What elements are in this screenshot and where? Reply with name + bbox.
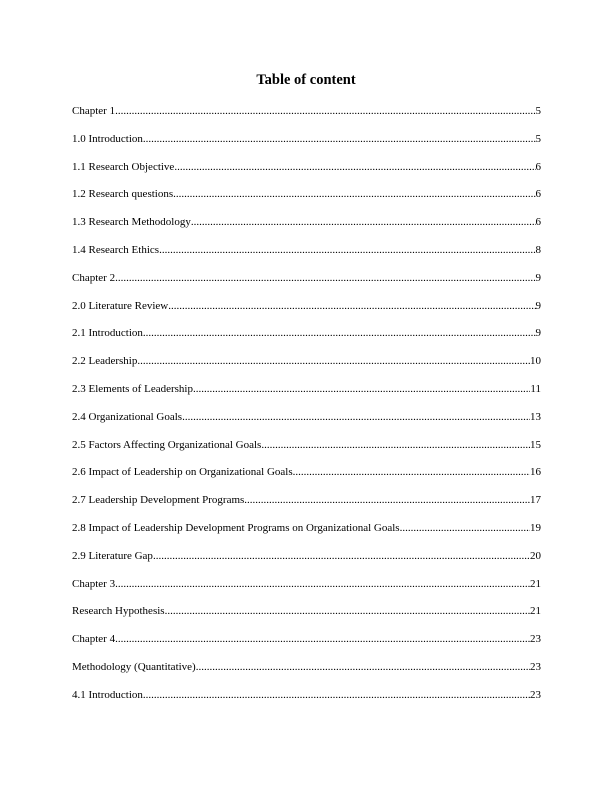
toc-entry-label: 2.5 Factors Affecting Organizational Goals [72,438,262,451]
toc-list [72,101,541,713]
toc-dot-leader [115,268,535,288]
toc-dot-leader [182,407,530,427]
toc-entry-page-number: 21 [530,577,541,590]
toc-entry-2-6-impact-of-leadership[interactable] [72,462,541,490]
toc-entry-label: 2.0 Literature Review [72,299,169,312]
toc-dot-leader [168,296,535,316]
toc-dot-leader [193,379,530,399]
toc-entry-page-number: 9 [535,271,541,284]
toc-entry-page-number: 20 [530,549,541,562]
toc-entry-1-0-introduction[interactable] [72,129,541,157]
toc-entry-page-number: 6 [535,216,541,229]
toc-entry-page-number: 19 [530,521,541,534]
toc-entry-chapter-3[interactable] [72,574,541,602]
toc-dot-leader [137,351,530,371]
toc-entry-label: 1.1 Research Objective [72,160,175,173]
toc-entry-chapter-4[interactable] [72,629,541,657]
toc-entry-2-3-elements-of-leadership[interactable] [72,379,541,407]
toc-dot-leader [191,212,536,232]
toc-entry-label: 2.2 Leadership [72,355,138,368]
toc-entry-research-hypothesis[interactable] [72,601,541,629]
toc-dot-leader [293,462,530,482]
toc-entry-label: Methodology (Quantitative) [72,660,196,673]
toc-entry-2-1-introduction[interactable] [72,323,541,351]
toc-entry-4-1-introduction[interactable] [72,685,541,713]
toc-entry-label: Chapter 1 [72,105,116,117]
toc-entry-page-number: 10 [530,355,541,368]
toc-dot-leader [115,101,535,121]
toc-dot-leader [143,129,536,149]
toc-dot-leader [153,546,530,566]
toc-entry-page-number: 5 [535,105,541,117]
toc-title: Table of content [256,72,356,88]
toc-entry-1-4-research-ethics[interactable] [72,240,541,268]
toc-entry-label: Chapter 3 [72,577,116,590]
toc-entry-label: 2.1 Introduction [72,327,143,340]
toc-dot-leader [159,240,535,260]
toc-entry-page-number: 9 [535,299,541,312]
toc-dot-leader [173,184,535,204]
toc-entry-label: 1.3 Research Methodology [72,216,191,229]
toc-dot-leader [115,629,530,649]
toc-entry-2-9-literature-gap[interactable] [72,546,541,574]
toc-entry-2-0-literature-review[interactable] [72,296,541,324]
toc-entry-label: 2.6 Impact of Leadership on Organizational Goals [72,466,293,479]
toc-dot-leader [261,435,530,455]
toc-entry-label: 4.1 Introduction [72,688,143,701]
toc-dot-leader [174,157,535,177]
toc-entry-1-3-research-methodology[interactable] [72,212,541,240]
toc-entry-1-1-research-objective[interactable] [72,157,541,185]
toc-entry-2-4-organizational-goals[interactable] [72,407,541,435]
toc-entry-label: 2.4 Organizational Goals [72,410,183,423]
toc-dot-leader [143,685,530,705]
toc-entry-label: 2.7 Leadership Development Programs [72,494,245,507]
toc-entry-label: Research Hypothesis [72,605,165,618]
toc-entry-label: Chapter 2 [72,271,116,284]
toc-entry-page-number: 17 [530,494,541,507]
toc-entry-page-number: 23 [530,688,541,701]
toc-entry-2-7-leadership-development-programs[interactable] [72,490,541,518]
toc-entry-chapter-2[interactable] [72,268,541,296]
toc-entry-1-2-research-questions[interactable] [72,184,541,212]
toc-entry-2-8-impact-of-leadership-development-programs[interactable] [72,518,541,546]
toc-entry-label: 2.8 Impact of Leadership Development Programs on Organizational Goals [72,521,400,534]
toc-entry-page-number: 5 [535,132,541,145]
toc-entry-page-number: 13 [530,410,541,423]
toc-entry-page-number: 15 [530,438,541,451]
toc-entry-page-number: 9 [535,327,541,340]
toc-entry-label: Chapter 4 [72,633,116,646]
toc-entry-chapter-1[interactable] [72,101,541,129]
toc-entry-label: 1.4 Research Ethics [72,243,160,256]
toc-entry-page-number: 6 [535,160,541,173]
toc-entry-label: 2.3 Elements of Leadership [72,382,193,395]
toc-dot-leader [115,574,530,594]
toc-dot-leader [244,490,530,510]
toc-dot-leader [143,323,536,343]
toc-entry-methodology-quantitative[interactable] [72,657,541,685]
toc-entry-label: 2.9 Literature Gap [72,549,153,562]
toc-entry-page-number: 16 [530,466,541,479]
toc-dot-leader [165,601,530,621]
toc-entry-page-number: 11 [530,382,541,395]
toc-entry-label: 1.0 Introduction [72,132,143,145]
toc-entry-page-number: 23 [530,660,541,673]
toc-entry-2-2-leadership[interactable] [72,351,541,379]
toc-dot-leader [196,657,530,677]
toc-entry-page-number: 21 [530,605,541,618]
toc-entry-page-number: 8 [535,243,541,256]
toc-entry-page-number: 6 [535,188,541,201]
toc-dot-leader [400,518,530,538]
toc-entry-label: 1.2 Research questions [72,188,174,201]
toc-entry-2-5-factors-affecting-organizational-goals[interactable] [72,435,541,463]
toc-entry-page-number: 23 [530,633,541,646]
